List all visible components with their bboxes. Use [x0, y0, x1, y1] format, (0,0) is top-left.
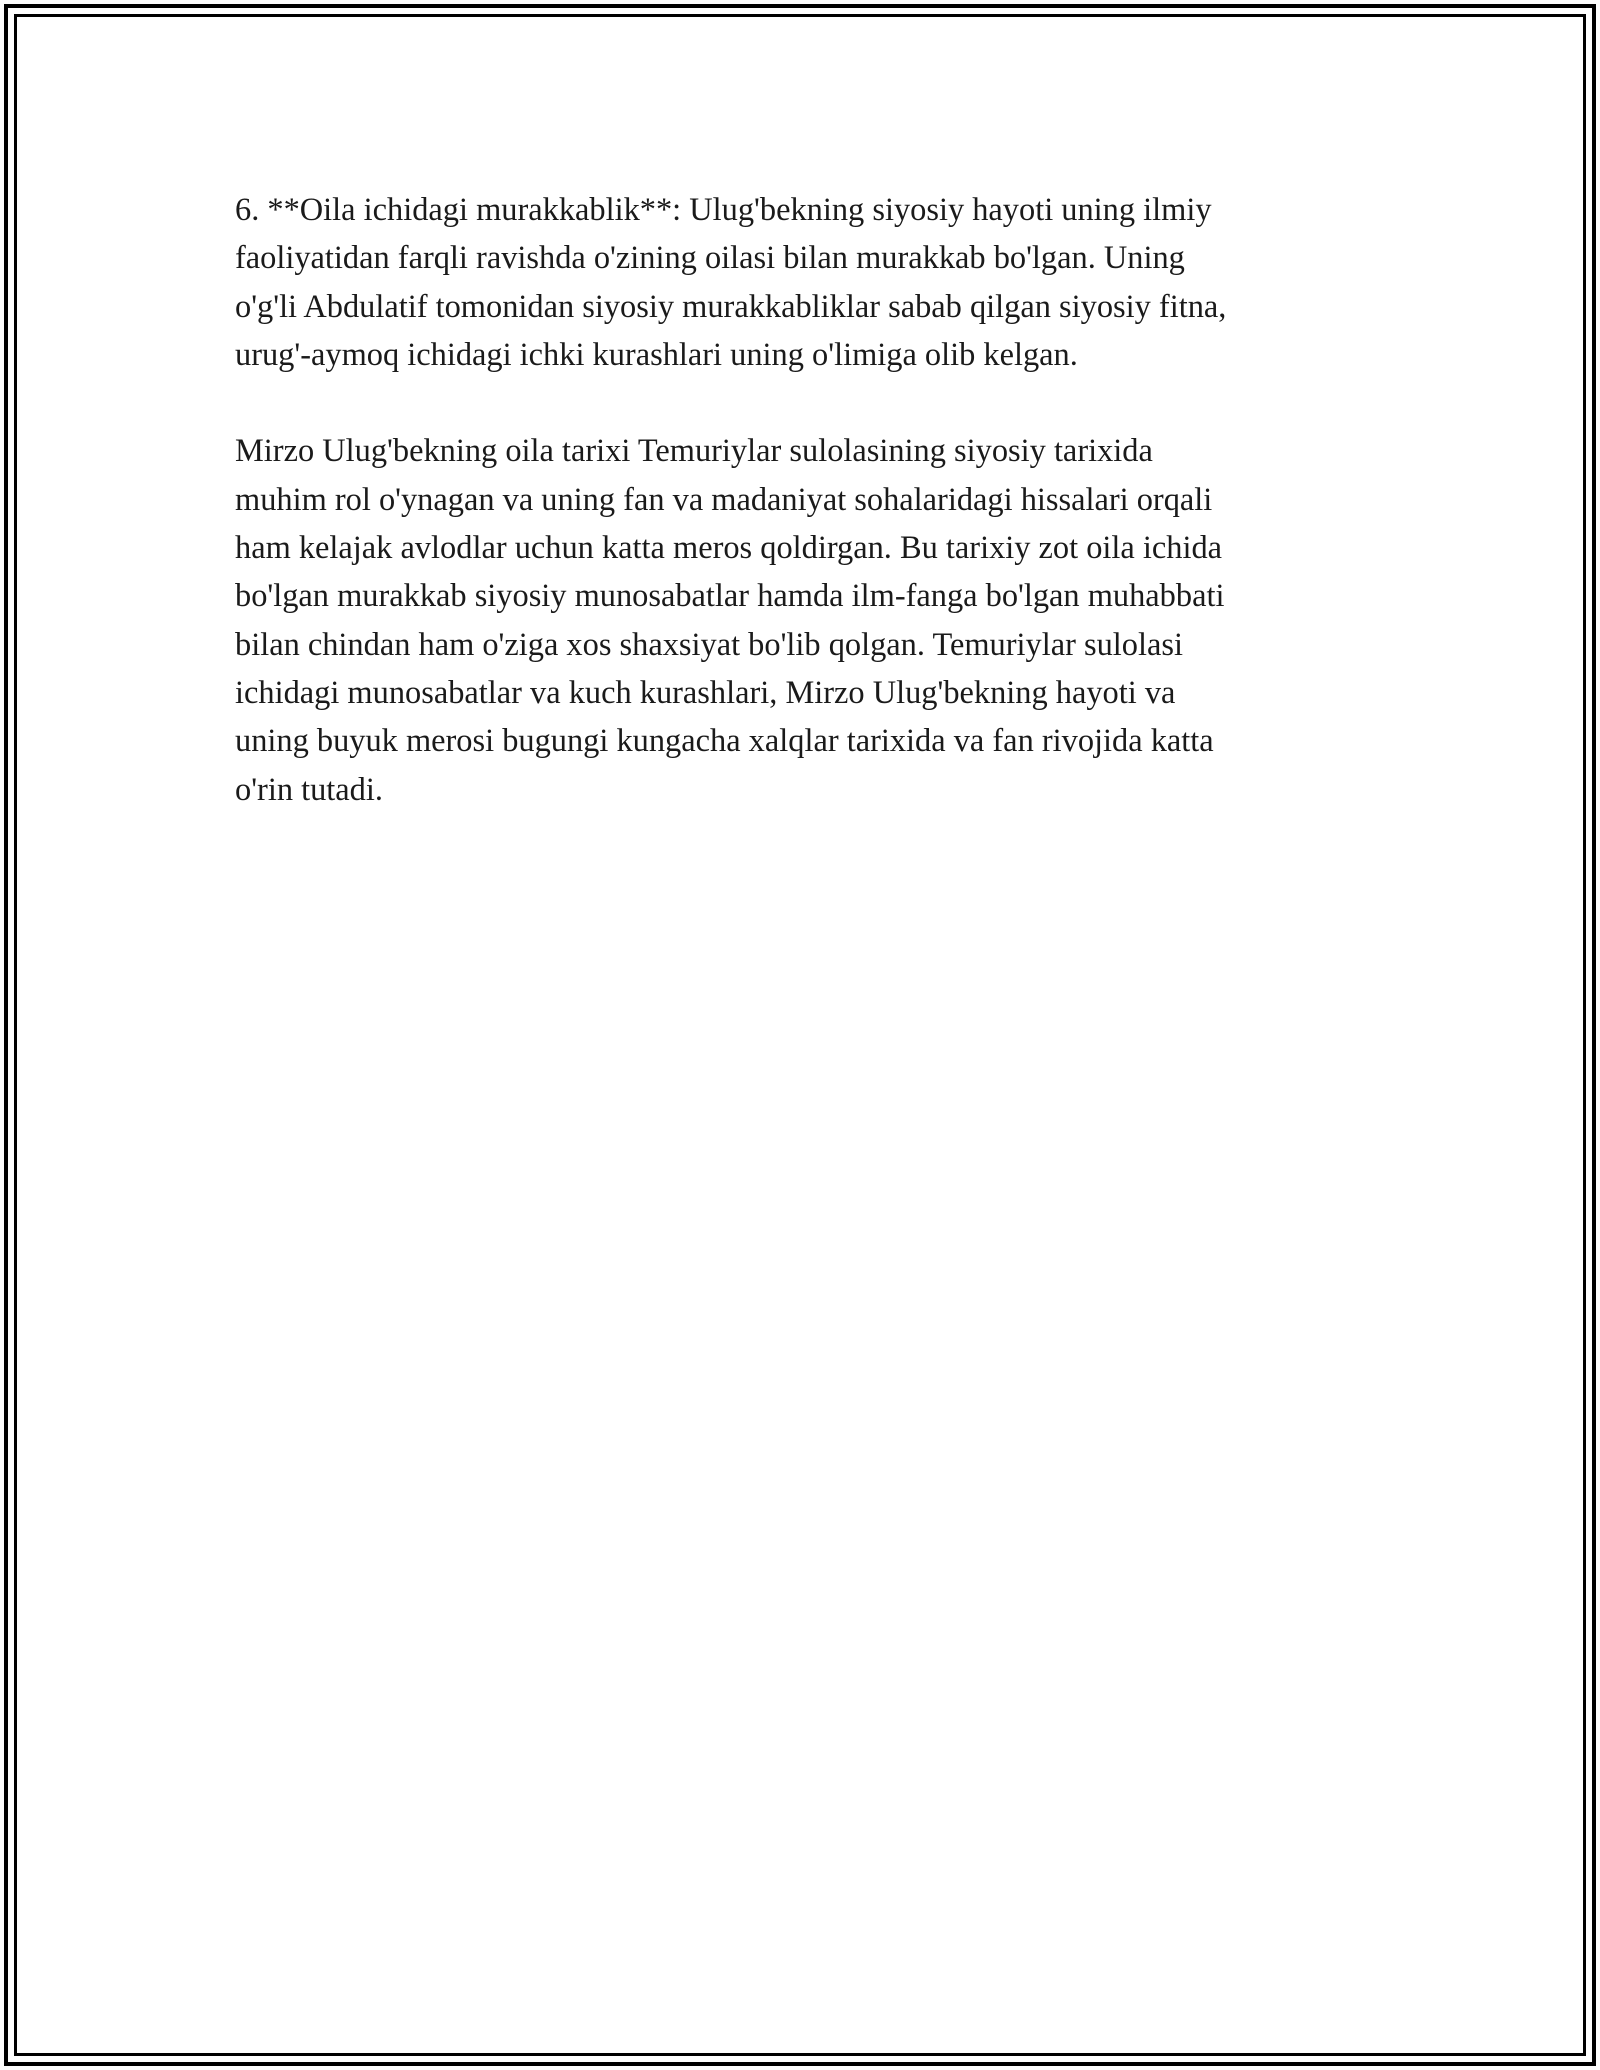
paragraph-family-complexity — [235, 186, 1375, 379]
paragraph-line: o'g'li Abdulatif tomonidan siyosiy murakkabliklar sabab qilgan siyosiy fitna, — [235, 288, 1227, 325]
paragraph-line: faoliyatidan farqli ravishda o'zining oilasi bilan murakkab bo'lgan. Uning — [235, 240, 1185, 277]
paragraph-conclusion — [235, 427, 1375, 813]
paragraph-line: Mirzo Ulug'bekning oila tarixi Temuriylar sulolasining siyosiy tarixida — [235, 433, 1153, 470]
paragraph-line: bilan chindan ham o'ziga xos shaxsiyat bo'lib qolgan. Temuriylar sulolasi — [235, 626, 1183, 663]
paragraph-line: ichidagi munosabatlar va kuch kurashlari, Mirzo Ulug'bekning hayoti va — [235, 674, 1176, 711]
paragraph-line: uning buyuk merosi bugungi kungacha xalqlar tarixida va fan rivojida katta — [235, 723, 1214, 760]
paragraph-line: bo'lgan murakkab siyosiy munosabatlar hamda ilm-fanga bo'lgan muhabbati — [235, 578, 1225, 615]
document-body — [235, 186, 1375, 814]
paragraph-line: muhim rol o'ynagan va uning fan va madaniyat sohalaridagi hissalari orqali — [235, 481, 1213, 518]
paragraph-line: o'rin tutadi. — [235, 771, 383, 808]
paragraph-spacer — [235, 379, 1375, 427]
paragraph-line: urug'-aymoq ichidagi ichki kurashlari uning o'limiga olib kelgan. — [235, 336, 1078, 373]
paragraph-line: 6. **Oila ichidagi murakkablik**: Ulug'bekning siyosiy hayoti uning ilmiy — [235, 192, 1212, 228]
paragraph-line: ham kelajak avlodlar uchun katta meros qoldirgan. Bu tarixiy zot oila ichida — [235, 530, 1223, 567]
